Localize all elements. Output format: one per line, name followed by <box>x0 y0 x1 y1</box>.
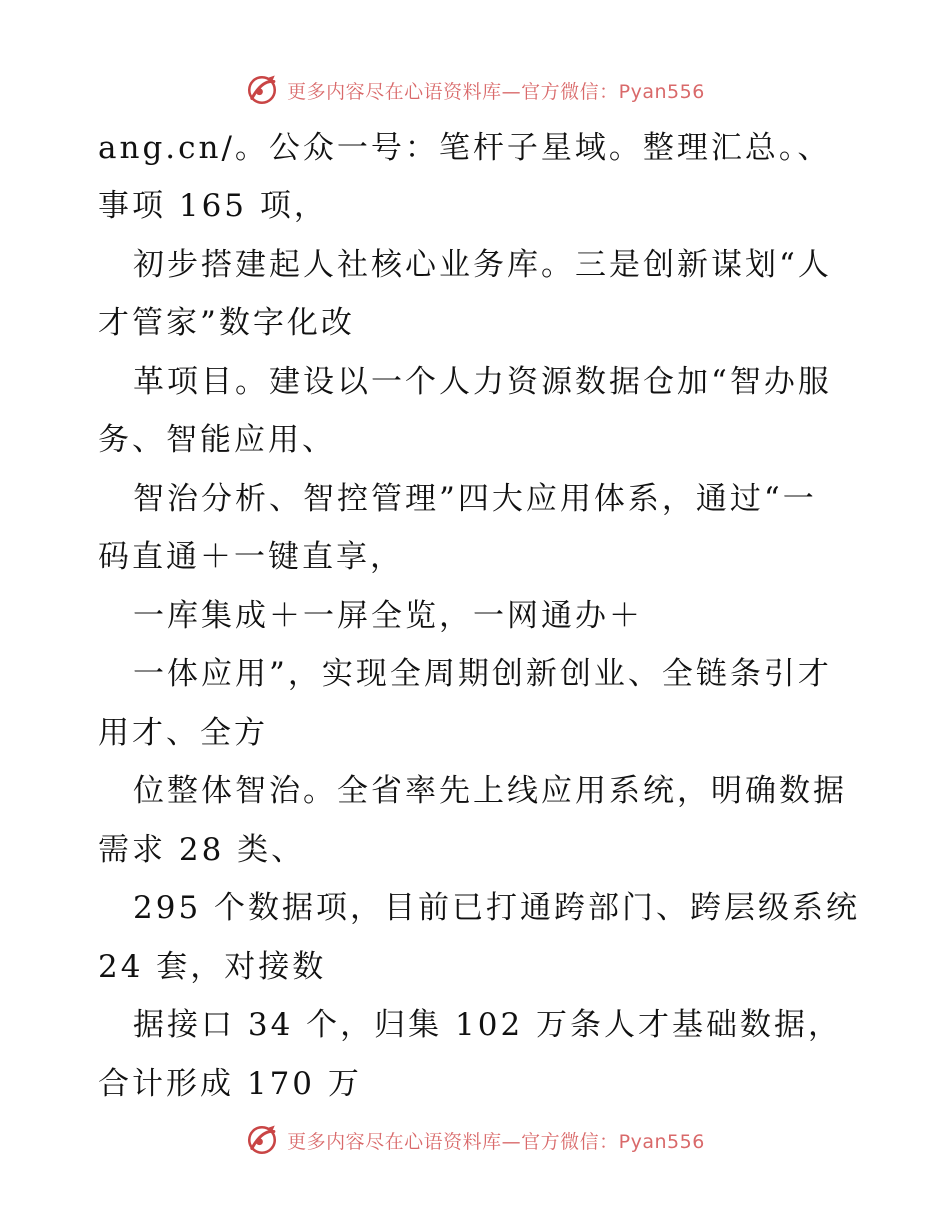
footer-banner <box>0 1120 950 1160</box>
text-line: 革项目。建设以一个人力资源数据仓加“智办服 <box>133 364 832 400</box>
text-line: 合计形成 170 万 <box>98 1066 362 1102</box>
text-line: 务、智能应用、 <box>98 422 336 458</box>
banner-text: 更多内容尽在心语资料库—官方微信：Pyan556 <box>287 80 705 103</box>
banner-text: 更多内容尽在心语资料库—官方微信：Pyan556 <box>287 1130 705 1153</box>
text-line: 才管家”数字化改 <box>98 305 355 341</box>
text-line: 24 套，对接数 <box>98 949 327 985</box>
text-line: 事项 165 项， <box>98 188 328 224</box>
brand-logo-icon <box>245 73 279 107</box>
brand-logo-icon <box>245 1123 279 1157</box>
text-line: ang.cn/。公众一号：笔杆子星域。整理汇总。、 <box>98 130 832 166</box>
header-banner <box>0 70 950 110</box>
text-line: 用才、全方 <box>98 715 268 751</box>
text-line: 一库集成＋一屏全览，一网通办＋ <box>133 598 643 634</box>
text-line: 智治分析、智控管理”四大应用体系，通过“一 <box>133 481 817 517</box>
text-line: 需求 28 类、 <box>98 832 306 868</box>
text-line: 码直通＋一键直享， <box>98 539 404 575</box>
text-line: 一体应用”，实现全周期创新创业、全链条引才 <box>133 656 832 692</box>
text-line: 初步搭建起人社核心业务库。三是创新谋划“人 <box>133 247 832 283</box>
text-line: 295 个数据项，目前已打通跨部门、跨层级系统 <box>133 890 861 926</box>
text-line: 位整体智治。全省率先上线应用系统，明确数据 <box>133 773 847 809</box>
text-line: 据接口 34 个，归集 102 万条人才基础数据， <box>133 1007 843 1043</box>
